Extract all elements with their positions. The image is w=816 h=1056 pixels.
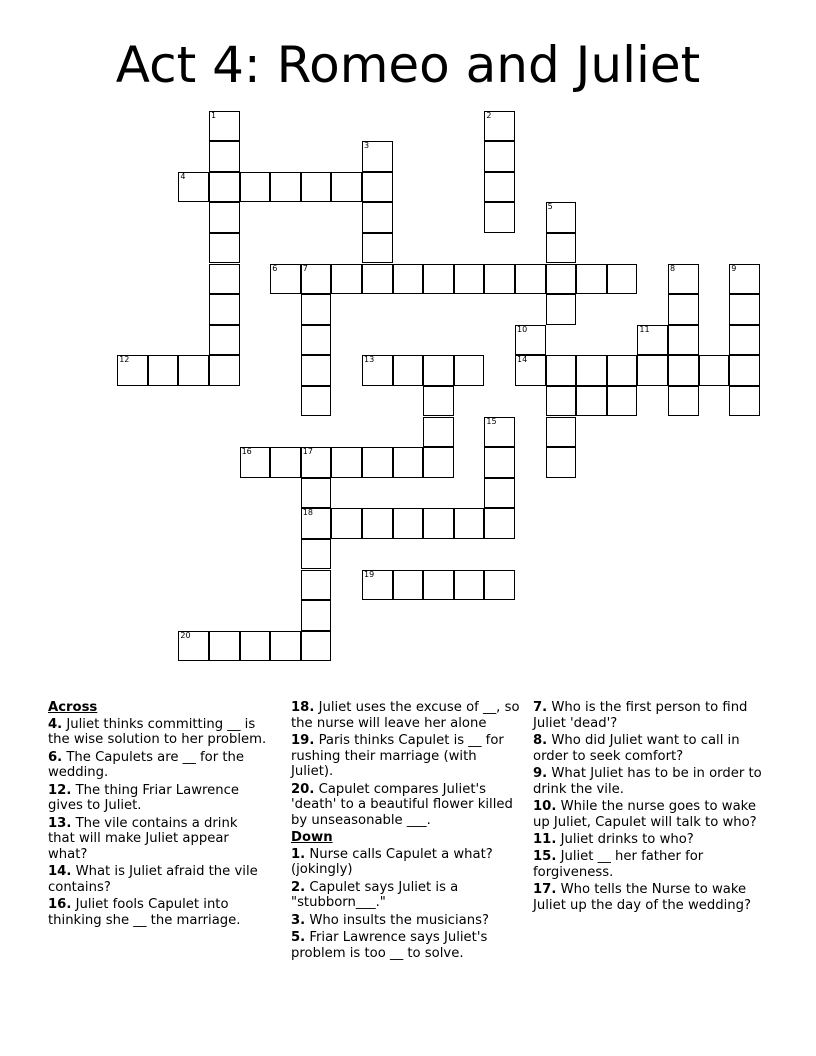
crossword-cell[interactable]: [484, 508, 515, 539]
crossword-cell[interactable]: [423, 508, 454, 539]
crossword-cell[interactable]: [454, 570, 485, 601]
clue-number: 5: [547, 202, 553, 212]
crossword-cell[interactable]: [301, 570, 332, 601]
crossword-cell[interactable]: [484, 202, 515, 233]
clue-number: 18.: [291, 700, 315, 715]
crossword-cell[interactable]: [301, 264, 332, 295]
clue-column-3: [533, 700, 773, 915]
crossword-cell[interactable]: [546, 417, 577, 448]
crossword-cell[interactable]: [668, 355, 699, 386]
clue-number: 6.: [48, 749, 63, 765]
crossword-cell[interactable]: [484, 264, 515, 295]
crossword-cell[interactable]: [423, 570, 454, 601]
crossword-cell[interactable]: [331, 447, 362, 478]
clue-number: 13.: [48, 815, 72, 831]
clue-number: 8.: [533, 732, 548, 748]
crossword-cell[interactable]: [423, 386, 454, 417]
crossword-cell[interactable]: [362, 570, 393, 601]
clue-item: [291, 847, 521, 878]
crossword-cell[interactable]: [209, 202, 240, 233]
clue-number: 14: [517, 355, 528, 365]
crossword-cell[interactable]: [270, 264, 301, 295]
clue-number: 4.: [48, 716, 63, 732]
crossword-cell[interactable]: [301, 447, 332, 478]
clue-column-1: [48, 700, 268, 930]
clue-text: What Juliet has to be in order to drink the vile.: [533, 765, 762, 797]
clue-number: 20: [180, 630, 191, 640]
crossword-cell[interactable]: [729, 386, 760, 417]
crossword-cell[interactable]: [209, 264, 240, 295]
clue-item: [48, 717, 268, 748]
clue-number: 19: [364, 569, 375, 579]
crossword-cell[interactable]: [484, 111, 515, 142]
crossword-cell[interactable]: [729, 264, 760, 295]
crossword-cell[interactable]: [637, 355, 668, 386]
crossword-cell[interactable]: [270, 631, 301, 662]
crossword-cell[interactable]: [515, 355, 546, 386]
crossword-cell[interactable]: [484, 478, 515, 509]
clue-item: [533, 700, 773, 731]
clue-number: 7.: [533, 700, 548, 715]
clue-number: 9.: [533, 765, 548, 781]
clue-text: Juliet thinks committing __ is the wise solution to her problem.: [48, 716, 267, 748]
clue-number: 16.: [48, 897, 72, 913]
crossword-cell[interactable]: [423, 355, 454, 386]
crossword-cell[interactable]: [178, 172, 209, 203]
crossword-cell[interactable]: [515, 325, 546, 356]
crossword-cell[interactable]: [301, 508, 332, 539]
crossword-cell[interactable]: [546, 294, 577, 325]
crossword-cell[interactable]: [362, 355, 393, 386]
clue-number: 12.: [48, 782, 72, 798]
clue-item: [533, 799, 773, 830]
crossword-cell[interactable]: [301, 294, 332, 325]
crossword-cell[interactable]: [423, 417, 454, 448]
clue-text: Who did Juliet want to call in order to seek comfort?: [533, 732, 740, 764]
clue-number: 16: [241, 447, 252, 457]
clue-text: While the nurse goes to wake up Juliet, Capulet will talk to who?: [533, 798, 757, 830]
crossword-cell[interactable]: [729, 325, 760, 356]
crossword-cell[interactable]: [301, 539, 332, 570]
crossword-cell[interactable]: [393, 447, 424, 478]
clue-number: 11: [639, 324, 650, 334]
crossword-cell[interactable]: [178, 355, 209, 386]
crossword-cell[interactable]: [362, 508, 393, 539]
clue-number: 15.: [533, 849, 557, 865]
crossword-cell[interactable]: [546, 386, 577, 417]
crossword-cell[interactable]: [576, 386, 607, 417]
crossword-cell[interactable]: [484, 172, 515, 203]
crossword-cell[interactable]: [484, 417, 515, 448]
crossword-cell[interactable]: [209, 172, 240, 203]
crossword-cell[interactable]: [362, 202, 393, 233]
page-title: Act 4: Romeo and Juliet: [115, 36, 701, 94]
crossword-cell[interactable]: [546, 233, 577, 264]
clue-number: 2.: [291, 879, 306, 895]
clue-item: [291, 733, 521, 780]
crossword-cell[interactable]: [301, 386, 332, 417]
clue-number: 18: [302, 508, 313, 518]
crossword-cell[interactable]: [484, 570, 515, 601]
clue-text: Friar Lawrence says Juliet's problem is too __ to solve.: [291, 930, 488, 961]
crossword-cell[interactable]: [607, 386, 638, 417]
crossword-cell[interactable]: [148, 355, 179, 386]
crossword-cell[interactable]: [576, 264, 607, 295]
crossword-cell[interactable]: [515, 264, 546, 295]
crossword-cell[interactable]: [546, 202, 577, 233]
clue-text: Paris thinks Capulet is __ for rushing their marriage (with Juliet).: [291, 732, 504, 780]
clue-number: 3: [364, 141, 370, 151]
clue-text: Capulet compares Juliet's 'death' to a beautiful flower killed by unseasonable ___.: [291, 781, 513, 828]
crossword-cell[interactable]: [301, 325, 332, 356]
crossword-cell[interactable]: [209, 141, 240, 172]
clue-number: 8: [670, 263, 676, 273]
crossword-cell[interactable]: [301, 631, 332, 662]
clue-number: 4: [180, 171, 186, 181]
crossword-cell[interactable]: [607, 264, 638, 295]
crossword-cell[interactable]: [454, 508, 485, 539]
clue-number: 13: [364, 355, 375, 365]
clue-number: 11.: [533, 831, 557, 847]
crossword-cell[interactable]: [209, 631, 240, 662]
clue-item: [48, 864, 268, 895]
crossword-cell[interactable]: [362, 172, 393, 203]
crossword-cell[interactable]: [362, 141, 393, 172]
crossword-cell[interactable]: [393, 264, 424, 295]
crossword-cell[interactable]: [362, 233, 393, 264]
crossword-cell[interactable]: [668, 386, 699, 417]
crossword-cell[interactable]: [270, 172, 301, 203]
crossword-cell[interactable]: [209, 325, 240, 356]
clue-item: [533, 832, 773, 848]
crossword-cell[interactable]: [576, 355, 607, 386]
crossword-cell[interactable]: [178, 631, 209, 662]
crossword-cell[interactable]: [301, 478, 332, 509]
crossword-cell[interactable]: [270, 447, 301, 478]
crossword-cell[interactable]: [393, 570, 424, 601]
clue-item: [533, 733, 773, 764]
crossword-cell[interactable]: [240, 172, 271, 203]
crossword-cell[interactable]: [362, 447, 393, 478]
clue-item: [48, 816, 268, 863]
down-heading: Down: [291, 830, 333, 846]
clue-number: 15: [486, 416, 497, 426]
clue-text: The thing Friar Lawrence gives to Juliet.: [48, 782, 239, 814]
crossword-cell[interactable]: [484, 141, 515, 172]
clue-number: 19.: [291, 732, 315, 748]
clue-item: [533, 849, 773, 880]
clue-text: Nurse calls Capulet a what? (jokingly): [291, 846, 493, 878]
crossword-cell[interactable]: [637, 325, 668, 356]
clue-number: 1.: [291, 846, 306, 862]
clue-number: 1: [211, 110, 217, 120]
clue-number: 10: [517, 324, 528, 334]
crossword-cell[interactable]: [668, 294, 699, 325]
crossword-cell[interactable]: [484, 447, 515, 478]
crossword-cell[interactable]: [699, 355, 730, 386]
crossword-cell[interactable]: [331, 508, 362, 539]
clue-text: What is Juliet afraid the vile contains?: [48, 864, 258, 895]
crossword-cell[interactable]: [240, 447, 271, 478]
clue-number: 12: [119, 355, 130, 365]
clue-number: 6: [272, 263, 278, 273]
clue-text: Juliet uses the excuse of __, so the nurse will leave her alone: [291, 700, 520, 731]
crossword-cell[interactable]: [331, 264, 362, 295]
crossword-cell[interactable]: [423, 447, 454, 478]
crossword-cell[interactable]: [607, 355, 638, 386]
clue-item: [48, 897, 268, 928]
clue-item: [291, 880, 521, 911]
crossword-cell[interactable]: [546, 264, 577, 295]
crossword-cell[interactable]: [729, 355, 760, 386]
crossword-cell[interactable]: [301, 600, 332, 631]
clue-number: 20.: [291, 781, 315, 797]
crossword-cell[interactable]: [240, 631, 271, 662]
clue-text: Capulet says Juliet is a "stubborn___.": [291, 879, 459, 911]
crossword-cell[interactable]: [454, 355, 485, 386]
clue-item: [533, 882, 773, 913]
crossword-cell[interactable]: [209, 355, 240, 386]
clue-item: [291, 700, 521, 731]
clue-number: 7: [302, 263, 308, 273]
clue-item: [48, 750, 268, 781]
crossword-cell[interactable]: [117, 355, 148, 386]
across-heading: Across: [48, 700, 98, 715]
clue-number: 9: [731, 263, 737, 273]
clue-column-2: [291, 700, 521, 963]
clue-text: Who insults the musicians?: [305, 912, 489, 928]
crossword-cell[interactable]: [393, 355, 424, 386]
crossword-cell[interactable]: [393, 508, 424, 539]
crossword-cell[interactable]: [209, 233, 240, 264]
clue-number: 17.: [533, 882, 557, 898]
clue-number: 3.: [291, 912, 306, 928]
clue-text: The vile contains a drink that will make Juliet appear what?: [48, 815, 238, 862]
crossword-cell[interactable]: [668, 264, 699, 295]
clue-text: Who tells the Nurse to wake Juliet up the day of the wedding?: [533, 882, 752, 913]
clue-item: [291, 930, 521, 961]
clue-text: Who is the first person to find Juliet 'dead'?: [533, 700, 748, 731]
clue-number: 5.: [291, 930, 306, 946]
crossword-cell[interactable]: [454, 264, 485, 295]
crossword-cell[interactable]: [209, 111, 240, 142]
crossword-cell[interactable]: [423, 264, 454, 295]
crossword-cell[interactable]: [209, 294, 240, 325]
clue-item: [533, 766, 773, 797]
clue-text: Juliet __ her father for forgiveness.: [533, 849, 704, 880]
clue-text: The Capulets are __ for the wedding.: [48, 749, 244, 781]
clue-number: 2: [486, 110, 492, 120]
crossword-cell[interactable]: [301, 355, 332, 386]
clue-number: 10.: [533, 798, 557, 814]
crossword-cell[interactable]: [301, 172, 332, 203]
clue-text: Juliet fools Capulet into thinking she __ the marriage.: [48, 897, 241, 928]
crossword-cell[interactable]: [546, 355, 577, 386]
crossword-cell[interactable]: [546, 447, 577, 478]
clue-item: [291, 913, 521, 929]
clue-item: [291, 782, 521, 829]
clue-item: [48, 783, 268, 814]
crossword-cell[interactable]: [668, 325, 699, 356]
clue-text: Juliet drinks to who?: [556, 831, 694, 847]
clue-number: 14.: [48, 864, 72, 880]
crossword-cell[interactable]: [331, 172, 362, 203]
crossword-cell[interactable]: [362, 264, 393, 295]
crossword-cell[interactable]: [729, 294, 760, 325]
clue-number: 17: [302, 447, 313, 457]
